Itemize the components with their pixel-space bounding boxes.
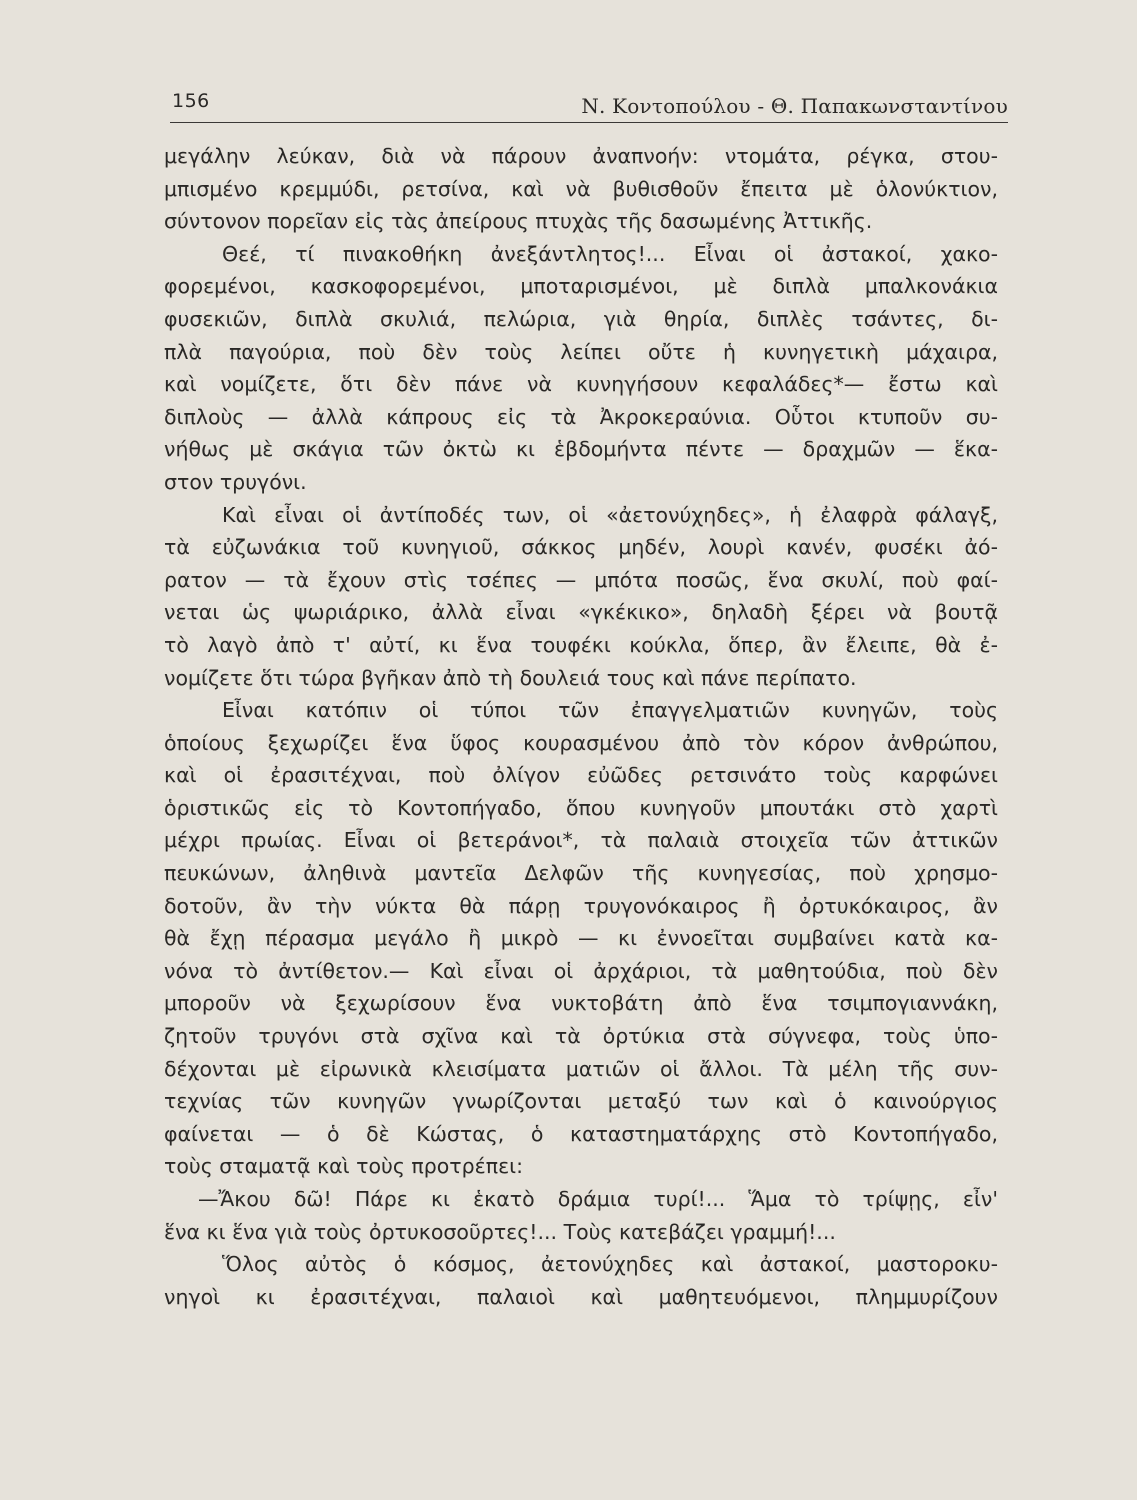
page-number: 156 xyxy=(172,90,210,112)
text-line: μπισμένο κρεμμύδι, ρετσίνα, καὶ νὰ βυθισθοῦν ἔπειτα μὲ ὁλονύκτιον, xyxy=(164,176,998,201)
text-line: φαίνεται — ὁ δὲ Κώστας, ὁ καταστηματάρχης στὸ Κοντοπήγαδο, xyxy=(164,1121,998,1146)
text-line: ἕνα κι ἕνα γιὰ τοὺς ὀρτυκοσοῦρτες!... Τοὺς κατεβάζει γραμμή!... xyxy=(164,1219,836,1244)
text-line: δέχονται μὲ εἰρωνικὰ κλεισίματα ματιῶν οἱ ἄλλοι. Τὰ μέλη τῆς συν- xyxy=(164,1056,998,1081)
text-line: μεγάλην λεύκαν, διὰ νὰ πάρουν ἀναπνοήν: ντομάτα, ρέγκα, στου- xyxy=(164,144,998,168)
text-line: φορεμένοι, κασκοφορεμένοι, μποταρισμένοι, μὲ διπλὰ μπαλκονάκια xyxy=(164,274,998,299)
page-header xyxy=(170,88,1008,123)
text-line: ρατον — τὰ ἔχουν στὶς τσέπες — μπότα ποσῶς, ἕνα σκυλί, ποὺ φαί- xyxy=(164,567,998,592)
text-line: νομίζετε ὅτι τώρα βγῆκαν ἀπὸ τὴ δουλειά τους καὶ πάνε περίπατο. xyxy=(164,665,857,690)
text-line: Ὅλος αὐτὸς ὁ κόσμος, ἀετονύχηδες καὶ ἀστακοί, μαστοροκυ- xyxy=(222,1252,998,1277)
text-line: μέχρι πρωίας. Εἶναι οἱ βετεράνοι*, τὰ παλαιὰ στοιχεῖα τῶν ἀττικῶν xyxy=(164,828,998,853)
text-line: νεται ὡς ψωριάρικο, ἀλλὰ εἶναι «γκέκικο», δηλαδὴ ξέρει νὰ βουτᾷ xyxy=(164,600,998,625)
body-text xyxy=(164,140,998,1313)
text-line: τοὺς σταματᾷ καὶ τοὺς προτρέπει: xyxy=(164,1154,524,1179)
text-line: φυσεκιῶν, διπλὰ σκυλιά, πελώρια, γιὰ θηρία, διπλὲς τσάντες, δι- xyxy=(164,306,998,331)
running-head: Ν. Κοντοπούλου - Θ. Παπακωνσταντίνου xyxy=(581,94,1008,118)
text-line: πλὰ παγούρια, ποὺ δὲν τοὺς λείπει οὔτε ἡ κυνηγετικὴ μάχαιρα, xyxy=(164,339,998,364)
text-line: καὶ νομίζετε, ὅτι δὲν πάνε νὰ κυνηγήσουν κεφαλάδες*— ἔστω καὶ xyxy=(164,372,998,397)
text-line: νόνα τὸ ἀντίθετον.— Καὶ εἶναι οἱ ἀρχάριοι, τὰ μαθητούδια, ποὺ δὲν xyxy=(164,958,998,983)
text-line: ζητοῦν τρυγόνι στὰ σχῖνα καὶ τὰ ὀρτύκια στὰ σύγνεφα, τοὺς ὑπο- xyxy=(164,1024,998,1049)
text-line: Θεέ, τί πινακοθήκη ἀνεξάντλητος!... Εἶναι οἱ ἀστακοί, χακο- xyxy=(222,241,998,266)
text-line: Εἶναι κατόπιν οἱ τύποι τῶν ἐπαγγελματιῶν κυνηγῶν, τοὺς xyxy=(222,698,998,723)
text-line: καὶ οἱ ἐρασιτέχναι, ποὺ ὀλίγον εὐῶδες ρετσινάτο τοὺς καρφώνει xyxy=(164,763,998,788)
text-line: τὰ εὐζωνάκια τοῦ κυνηγιοῦ, σάκκος μηδέν, λουρὶ κανέν, φυσέκι ἀό- xyxy=(164,535,998,560)
text-line: διπλοὺς — ἀλλὰ κάπρους εἰς τὰ Ἀκροκεραύνια. Οὗτοι κτυποῦν συ- xyxy=(164,404,998,429)
text-line: πευκώνων, ἀληθινὰ μαντεῖα Δελφῶν τῆς κυνηγεσίας, ποὺ χρησμο- xyxy=(164,861,998,886)
text-line: ὁριστικῶς εἰς τὸ Κοντοπήγαδο, ὅπου κυνηγοῦν μπουτάκι στὸ χαρτὶ xyxy=(164,795,998,820)
text-line: ὁποίους ξεχωρίζει ἕνα ὕφος κουρασμένου ἀπὸ τὸν κόρον ἀνθρώπου, xyxy=(164,730,998,755)
text-line: Καὶ εἶναι οἱ ἀντίποδές των, οἱ «ἀετονύχηδες», ἡ ἐλαφρὰ φάλαγξ, xyxy=(222,502,998,527)
text-line: τεχνίας τῶν κυνηγῶν γνωρίζονται μεταξύ των καὶ ὁ καινούργιος xyxy=(164,1089,998,1114)
text-line: —Ἄκου δῶ! Πάρε κι ἑκατὸ δράμια τυρί!... Ἅμα τὸ τρίψῃς, εἶν' xyxy=(198,1187,998,1211)
text-line: θὰ ἔχῃ πέρασμα μεγάλο ἢ μικρὸ — κι ἐννοεῖται συμβαίνει κατὰ κα- xyxy=(164,926,998,951)
text-line: σύντονον πορεῖαν εἰς τὰς ἀπείρους πτυχὰς τῆς δασωμένης Ἀττικῆς. xyxy=(164,209,873,234)
text-line: τὸ λαγὸ ἀπὸ τ' αὐτί, κι ἕνα τουφέκι κούκλα, ὅπερ, ἂν ἔλειπε, θὰ ἐ- xyxy=(164,632,998,657)
text-line: στον τρυγόνι. xyxy=(164,469,307,494)
text-line: δοτοῦν, ἂν τὴν νύκτα θὰ πάρῃ τρυγονόκαιρος ἢ ὀρτυκόκαιρος, ἂν xyxy=(164,893,998,918)
text-line: νηγοὶ κι ἐρασιτέχναι, παλαιοὶ καὶ μαθητευόμενοι, πλημμυρίζουν xyxy=(164,1284,998,1309)
text-line: νήθως μὲ σκάγια τῶν ὀκτὼ κι ἑβδομήντα πέντε — δραχμῶν — ἕκα- xyxy=(164,437,998,462)
text-line: μποροῦν νὰ ξεχωρίσουν ἕνα νυκτοβάτη ἀπὸ ἕνα τσιμπογιαννάκη, xyxy=(164,991,998,1016)
